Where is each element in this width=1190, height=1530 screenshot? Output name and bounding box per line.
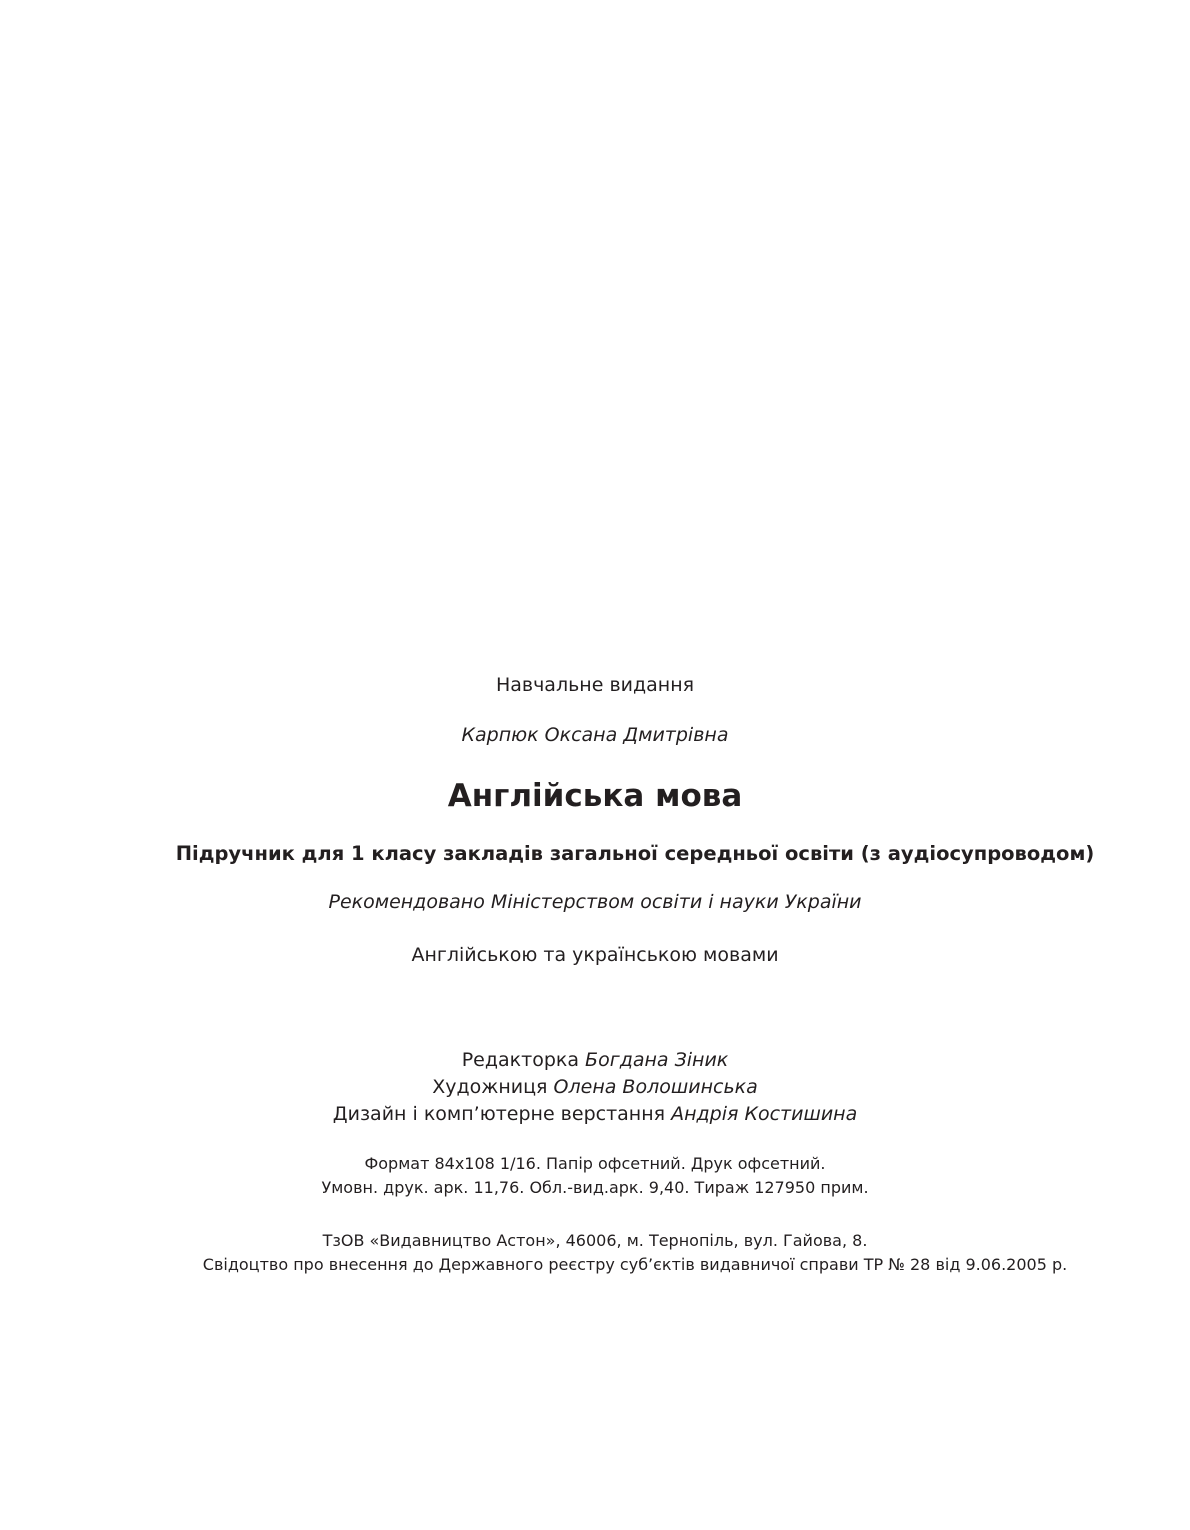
credit-role: Художниця	[432, 1076, 548, 1098]
credit-role: Редакторка	[461, 1049, 579, 1071]
credit-person: Андрія Костишина	[671, 1103, 858, 1125]
credit-design	[0, 1103, 1190, 1125]
book-subtitle: Підручник для 1 класу закладів загальної середньої освіти (з аудіосупроводом)	[175, 842, 1095, 865]
publisher-certificate: Свідоцтво про внесення до Державного реєстру суб’єктів видавничої справи ТР № 28 від 9.06.2005 р.	[202, 1255, 1068, 1274]
credit-artist	[0, 1076, 1190, 1098]
book-title: Англійська мова	[447, 778, 743, 814]
credit-role: Дизайн і комп’ютерне верстання	[332, 1103, 666, 1125]
credit-person: Богдана Зіник	[585, 1049, 729, 1071]
credit-person: Олена Волошинська	[553, 1076, 758, 1098]
edition-type: Навчальне видання	[495, 674, 695, 696]
author-name: Карпюк Оксана Дмитрівна	[461, 724, 729, 746]
recommendation-note: Рекомендовано Міністерством освіти і науки України	[328, 891, 862, 913]
publisher-address: ТзОВ «Видавництво Астон», 46006, м. Тернопіль, вул. Гайова, 8.	[322, 1231, 868, 1250]
credit-editor	[0, 1049, 1190, 1071]
print-run-line: Умовн. друк. арк. 11,76. Обл.-вид.арк. 9,40. Тираж 127950 прим.	[321, 1178, 869, 1197]
print-format-line: Формат 84х108 1/16. Папір офсетний. Друк офсетний.	[364, 1154, 826, 1173]
languages-note: Англійською та українською мовами	[411, 944, 779, 966]
